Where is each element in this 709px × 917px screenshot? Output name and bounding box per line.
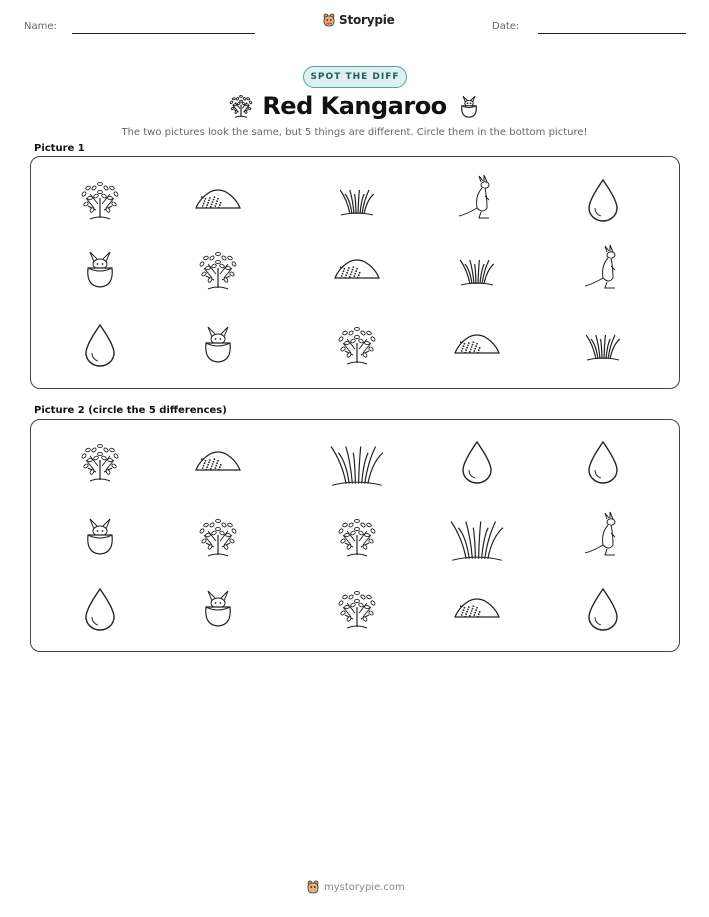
brand-name: Storypie <box>339 13 395 27</box>
shrub-icon[interactable] <box>81 444 118 481</box>
date-label: Date: <box>492 21 520 32</box>
storypie-mascot-icon <box>306 880 320 894</box>
water-drop-icon[interactable] <box>589 589 617 630</box>
picture-2-label: Picture 2 (circle the 5 differences) <box>34 405 227 416</box>
kangaroo-icon[interactable] <box>585 512 615 555</box>
water-drop-icon[interactable] <box>589 442 617 483</box>
footer <box>306 880 405 894</box>
water-drop-icon[interactable] <box>86 589 114 630</box>
shrub-icon[interactable] <box>199 519 236 556</box>
footer-url: mystorypie.com <box>324 881 405 893</box>
instructions-text: The two pictures look the same, but 5 things are different. Circle them in the bottom picture! <box>121 127 588 138</box>
name-label: Name: <box>24 21 57 32</box>
kangaroo-pot-icon[interactable] <box>88 519 113 554</box>
water-drop-icon[interactable] <box>463 442 491 483</box>
shrub-icon[interactable] <box>338 519 375 556</box>
spot-the-diff-badge: SPOT THE DIFF <box>303 66 407 88</box>
grass-large-icon[interactable] <box>451 522 503 561</box>
dirt-mound-icon[interactable] <box>455 599 499 618</box>
kangaroo-pot-icon[interactable] <box>206 591 231 626</box>
grass-large-icon[interactable] <box>331 447 383 486</box>
page-title: Red Kangaroo <box>262 92 447 120</box>
shrub-icon[interactable] <box>338 591 375 628</box>
picture-1-label: Picture 1 <box>34 143 85 154</box>
dirt-mound-icon[interactable] <box>196 452 240 471</box>
